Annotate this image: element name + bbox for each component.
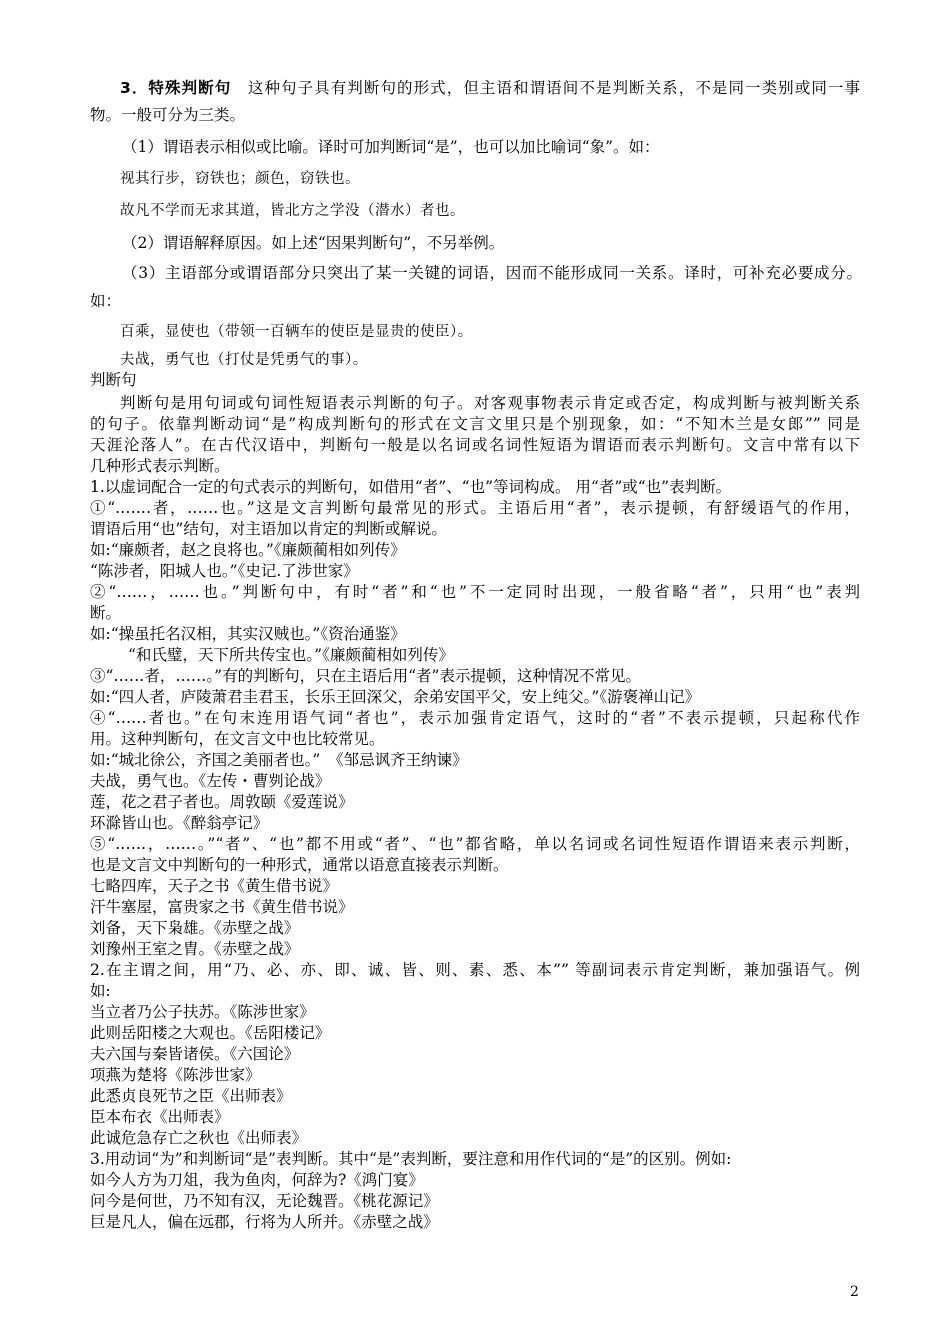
para-line: 天涯沦落人”。在古代汉语中，判断句一般是以名词或名词性短语为谓语而表示判断句。文言中常有以下 bbox=[90, 436, 860, 454]
section3-intro-line2: 物。一般可分为三类。 bbox=[90, 106, 246, 124]
example-4: 夫战，勇气也（打仗是凭勇气的事）。 bbox=[120, 352, 368, 368]
section3-label: 3．特殊判断句 bbox=[120, 79, 232, 97]
body-line: 七略四库，天子之书《黄生借书说》 bbox=[90, 877, 339, 895]
sub-item-1: （1）谓语表示相似或比喻。译时可加判断词“是”，也可以加比喻词“象”。如： bbox=[122, 138, 660, 156]
example-3: 百乘，显使也（带领一百辆车的使臣是显贵的使臣）。 bbox=[120, 324, 473, 340]
body-line: 此则岳阳楼之大观也。《岳阳楼记》 bbox=[90, 1024, 331, 1042]
example-1: 视其行步，窃铁也；颜色，窃铁也。 bbox=[120, 171, 360, 187]
body-line: 项燕为楚将《陈涉世家》 bbox=[90, 1066, 261, 1084]
body-line: 谓语后用“也”结句，对主语加以肯定的判断或解说。 bbox=[90, 520, 447, 538]
body-line: 也是文言文中判断句的一种形式，通常以语意直接表示判断。 bbox=[90, 856, 509, 874]
body-line: 如今人方为刀俎，我为鱼肉，何辞为?《鸿门宴》 bbox=[90, 1171, 424, 1189]
body-line: 刘豫州王室之胄。《赤壁之战》 bbox=[90, 940, 300, 958]
para-line: 几种形式表示判断。 bbox=[90, 457, 230, 475]
section-heading: 判断句 bbox=[90, 371, 137, 389]
section3-intro-text: 这种句子具有判断句的形式，但主语和谓语间不是判断关系，不是同一类别或同一事 bbox=[247, 79, 860, 97]
body-line: ②“……，……也。”判断句中，有时“者”和“也”不一定同时出现，一般省略“者”，只用“也”表判 bbox=[90, 583, 860, 601]
body-line: ⑤“……，……。”“者”、“也”都不用或“者”、“也”都省略，单以名词或名词性短语作谓语来表示判断， bbox=[90, 835, 860, 853]
body-line: 巨是凡人，偏在远郡，行将为人所并。《赤壁之战》 bbox=[90, 1213, 439, 1231]
sub-item-3-line2: 如： bbox=[90, 292, 122, 310]
body-line: 如:“操虽托名汉相，其实汉贼也。”《资治通鉴》 bbox=[90, 625, 406, 643]
body-line: 臣本布衣《出师表》 bbox=[90, 1108, 230, 1126]
body-line: 问今是何世，乃不知有汉，无论魏晋。《桃花源记》 bbox=[90, 1192, 439, 1210]
sub-item-2: （2）谓语解释原因。如上述“因果判断句”，不另举例。 bbox=[122, 234, 505, 252]
body-line: 断。 bbox=[90, 604, 122, 622]
body-line: 用。这种判断句，在文言文中也比较常见。 bbox=[90, 730, 385, 748]
sub-item-3-line1: （3）主语部分或谓语部分只突出了某一关键的词语，因而不能形成同一关系。译时，可补充必要成分。 bbox=[122, 264, 862, 282]
body-line: 3.用动词“为”和判断词“是”表判断。其中“是”表判断，要注意和用作代词的“是”的区别。例如: bbox=[90, 1150, 732, 1168]
section3-intro-line1 bbox=[120, 78, 860, 98]
body-line: 夫六国与秦皆诸侯。《六国论》 bbox=[90, 1045, 300, 1063]
body-line: 此悉贞良死节之臣《出师表》 bbox=[90, 1087, 292, 1105]
body-line: 环滁皆山也。《醉翁亭记》 bbox=[90, 814, 269, 832]
body-line: 夫战，勇气也。《左传・曹刿论战》 bbox=[90, 772, 331, 790]
body-line: 如:“四人者，庐陵萧君圭君玉，长乐王回深父，余弟安国平父，安上纯父。”《游褒禅山记》 bbox=[90, 688, 701, 706]
body-line: “和氏璧，天下所共传宝也。”《廉颇蔺相如列传》 bbox=[128, 646, 454, 664]
para-line: 判断句是用句词或句词性短语表示判断的句子。对客观事物表示肯定或否定，构成判断与被判断关系 bbox=[120, 394, 860, 412]
body-line: 2.在主谓之间，用“乃、必、亦、即、诚、皆、则、素、悉、本”” 等副词表示肯定判断，兼加强语气。例 bbox=[90, 961, 860, 979]
body-line: 如: bbox=[90, 982, 111, 1000]
example-2: 故凡不学而无求其道，皆北方之学没（潜水）者也。 bbox=[120, 203, 465, 219]
body-line: 汗牛塞屋，富贵家之书《黄生借书说》 bbox=[90, 898, 354, 916]
para-line: 的句子。依靠判断动词“是”构成判断句的形式在文言文里只是个别现象，如：“不知木兰是女郎”” 同是 bbox=[90, 415, 860, 433]
body-line: ③“……者，……。”有的判断句，只在主语后用“者”表示提顿，这种情况不常见。 bbox=[90, 667, 641, 685]
body-line: “陈涉者，阳城人也。”《史记.了涉世家》 bbox=[90, 562, 359, 580]
body-line: 如:“廉颇者，赵之良将也。”《廉颇蔺相如列传》 bbox=[90, 541, 406, 559]
body-line: 如:“城北徐公，齐国之美丽者也。” 《邹忌讽齐王纳谏》 bbox=[90, 751, 468, 769]
body-line: 刘备，天下枭雄。《赤壁之战》 bbox=[90, 919, 300, 937]
body-line: 此诚危急存亡之秋也《出师表》 bbox=[90, 1129, 308, 1147]
page-number: 2 bbox=[850, 1284, 859, 1300]
body-line: 莲，花之君子者也。周敦颐《爱莲说》 bbox=[90, 793, 354, 811]
body-line: 1.以虚词配合一定的句式表示的判断句，如借用“者”、“也”等词构成。 用“者”或“也”表判断。 bbox=[90, 478, 732, 496]
body-line: ①“.……者，……也。”这是文言判断句最常见的形式。主语后用“者”，表示提顿，有舒缓语气的作用， bbox=[90, 499, 860, 517]
body-line: ④“……者也。”在句末连用语气词“者也”，表示加强肯定语气，这时的“者”不表示提顿，只起称代作 bbox=[90, 709, 860, 727]
body-line: 当立者乃公子扶苏。《陈涉世家》 bbox=[90, 1003, 315, 1021]
